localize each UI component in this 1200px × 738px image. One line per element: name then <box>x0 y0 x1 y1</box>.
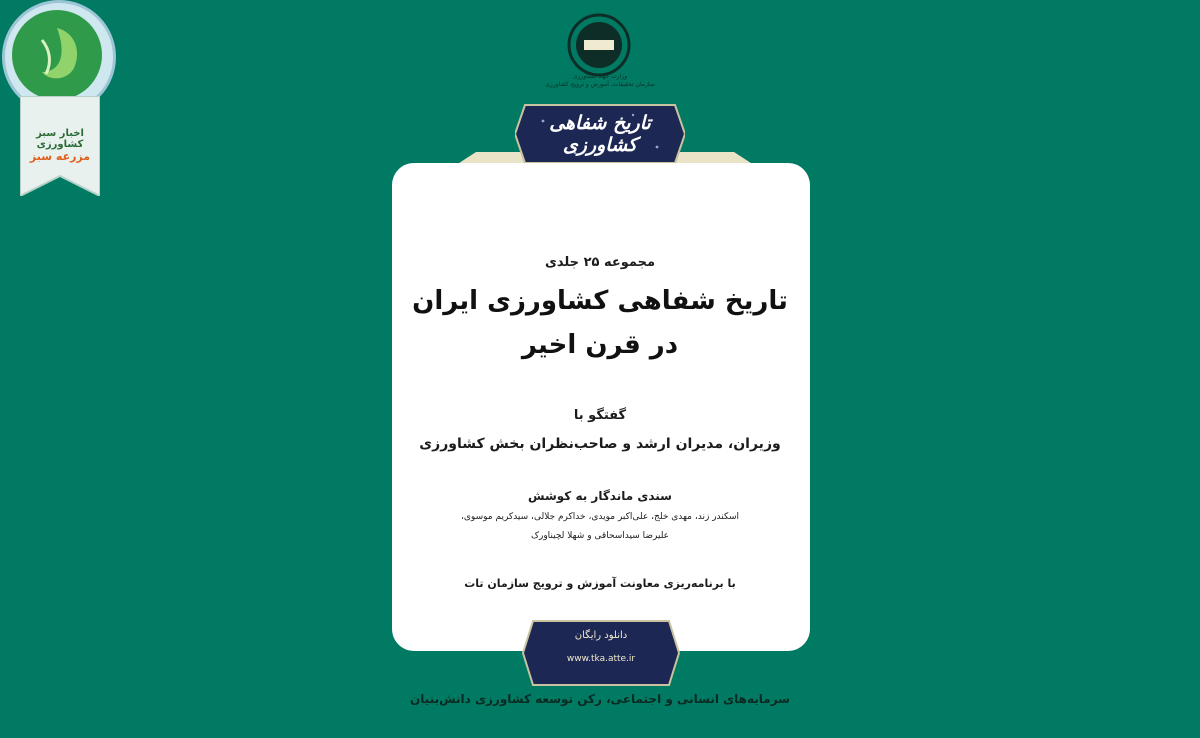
leaf-emblem-icon <box>12 10 102 100</box>
download-label: دانلود رایگان <box>574 630 628 641</box>
jahad-emblem-icon <box>566 12 632 78</box>
footer-slogan: سرمایه‌های انسانی و اجتماعی، رکن توسعه کشاورزی دانش‌بنیان <box>410 692 790 706</box>
document-label: سندی ماندگار به کوشش <box>528 489 672 503</box>
badge-text-line1: اخبار سبز کشاورزی <box>36 128 84 150</box>
main-title-line1: تاریخ شفاهی کشاورزی ایران <box>412 286 788 316</box>
talk-label: گفتگو با <box>573 408 627 423</box>
banner-title: تاریخ شفاهی کشاورزی <box>549 112 651 156</box>
main-title-line2: در قرن اخیر <box>521 330 679 360</box>
logo-caption-line2: سازمان تحقیقات، آموزش و ترویج کشاورزی <box>545 81 655 88</box>
badge-text-line2: مزرعه سبز <box>29 150 91 163</box>
download-url-link[interactable]: www.tka.atte.ir <box>566 654 636 664</box>
subtitle: مجموعه ۲۵ جلدی <box>544 255 656 270</box>
contributor-names-line2: علیرضا سیداسحاقی و شهلا لچیناورک <box>530 531 670 541</box>
contributor-names-line1: اسکندر زند، مهدی خلج، علی‌اکبر مویدی، خداکرم جلالی، سیدکریم موسوی، <box>460 512 739 522</box>
logo-caption-line1: وزارت جهاد کشاورزی <box>572 73 628 80</box>
logo-caption <box>520 73 680 89</box>
talk-description: وزیران، مدیران ارشد و صاحب‌نظران بخش کشاورزی <box>419 436 781 452</box>
program-line: با برنامه‌ریزی معاونت آموزش و ترویج سازمان تات <box>464 577 736 590</box>
